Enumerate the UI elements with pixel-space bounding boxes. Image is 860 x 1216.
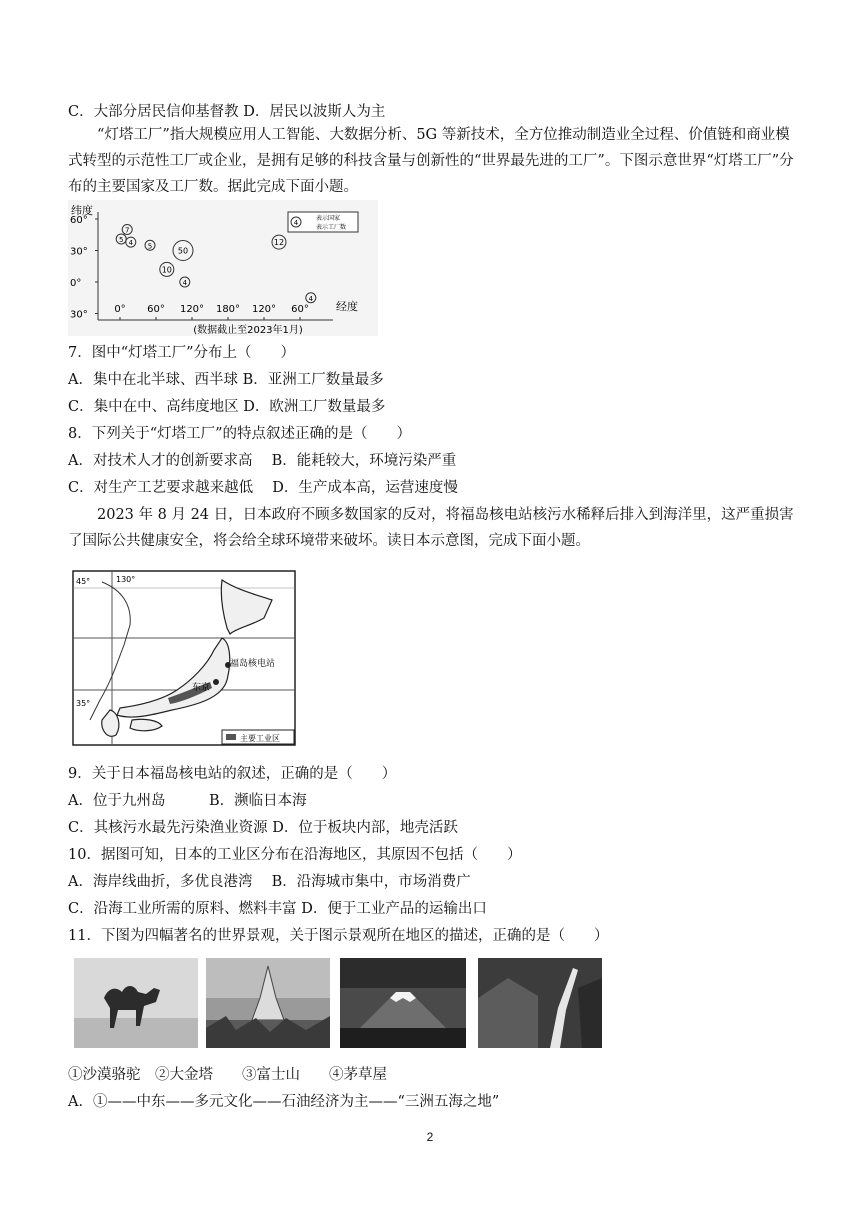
q10-stem: 10．据图可知，日本的工业区分布在沿海地区，其原因不包括（ ） xyxy=(68,847,522,863)
q8-stem: 8．下列关于“灯塔工厂”的特点叙述正确的是（ ） xyxy=(68,426,412,442)
legend-count: 表示工厂数 xyxy=(316,224,347,231)
map-lat-top: 45° xyxy=(76,577,91,586)
factory-count-label: 5 xyxy=(147,242,153,251)
factory-count-label: 7 xyxy=(124,226,130,235)
q9-options-cd: C．其核污水最先污染渔业资源 D．位于板块内部，地壳活跃 xyxy=(68,820,458,836)
chart-caption: (数据截止至2023年1月) xyxy=(193,325,303,336)
passage-lighthouse-factory: “灯塔工厂”指大规模应用人工智能、大数据分析、5G 等新技术，全方位推动制造业全过程、价值链和商业模式转型的示范性工厂或企业，是拥有足够的科技含量与创新性的“世界最先进的工厂”。下图示意世界“灯塔工厂”分布的主要国家及工厂数。据此完成下面小题。 xyxy=(68,127,794,195)
legend-sample-num: 4 xyxy=(293,219,299,227)
photo-mount-fuji xyxy=(340,958,466,1048)
chart-ylabel: 纬度 xyxy=(71,204,93,217)
factory-count-label: 4 xyxy=(308,294,314,303)
q9-options-ab: A．位于九州岛 B．濒临日本海 xyxy=(68,793,307,809)
q10-options-ab: A．海岸线曲折，多优良港湾 B．沿海城市集中，市场消费广 xyxy=(68,874,471,890)
x-tick-label: 60° xyxy=(147,304,165,315)
q11-photo-labels: ①沙漠骆驼 ②大金塔 ③富士山 ④茅草屋 xyxy=(68,1067,387,1083)
q8-options-ab: A．对技术人才的创新要求高 B．能耗较大，环境污染严重 xyxy=(68,453,457,469)
x-tick-label: 0° xyxy=(114,304,126,315)
x-tick-label: 180° xyxy=(215,304,241,315)
factory-count-label: 5 xyxy=(118,235,124,244)
q6-options-cd: C．大部分居民信仰基督教 D．居民以波斯人为主 xyxy=(68,104,386,120)
factory-count-label: 50 xyxy=(177,246,189,256)
legend-country: 表示国家 xyxy=(316,215,341,222)
y-tick-label: 30° xyxy=(70,246,88,258)
q8-options-cd: C．对生产工艺要求越来越低 D．生产成本高，运营速度慢 xyxy=(68,480,458,496)
q7-stem: 7．图中“灯塔工厂”分布上（ ） xyxy=(68,345,296,361)
map-legend-label: 主要工业区 xyxy=(240,734,280,743)
map-lat-bottom: 35° xyxy=(76,699,91,708)
factory-count-label: 4 xyxy=(182,279,188,287)
y-tick-label: 30° xyxy=(70,309,88,321)
factory-count-label: 4 xyxy=(128,239,134,248)
chart-legend xyxy=(288,212,358,232)
y-tick-label: 60° xyxy=(70,215,88,226)
photo-desert-camel xyxy=(74,958,198,1048)
page-number: 2 xyxy=(426,1130,434,1144)
factory-count-label: 10 xyxy=(161,265,172,275)
q9-stem: 9．关于日本福岛核电站的叙述，正确的是（ ） xyxy=(68,766,397,782)
x-tick-label: 120° xyxy=(179,304,205,315)
japan-map xyxy=(72,570,296,746)
x-tick-label: 60° xyxy=(291,304,309,315)
tokyo-marker xyxy=(213,679,219,685)
passage-fukushima: 2023 年 8 月 24 日，日本政府不顾多数国家的反对，将福岛核电站核污水稀释后排入到海洋里，这严重损害了国际公共健康安全，将会给全球环境带来破坏。读日本示意图，完成下面小题。 xyxy=(68,507,794,549)
x-tick-label: 120° xyxy=(251,304,277,315)
q11-stem: 11．下图为四幅著名的世界景观，关于图示景观所在地区的描述，正确的是（ ） xyxy=(68,928,609,944)
q7-options-cd: C．集中在中、高纬度地区 D．欧洲工厂数量最多 xyxy=(68,399,386,415)
photo-golden-pagoda xyxy=(206,958,330,1048)
lighthouse-factory-chart xyxy=(68,200,378,336)
q10-options-cd: C．沿海工业所需的原料、燃料丰富 D．便于工业产品的运输出口 xyxy=(68,901,487,917)
q11-option-a: A．①——中东——多元文化——石油经济为主——“三洲五海之地” xyxy=(68,1094,500,1110)
map-lon-label: 130° xyxy=(116,575,136,584)
factory-count-label: 12 xyxy=(273,238,285,248)
photo-thatched-hut xyxy=(478,958,602,1048)
q7-options-ab: A．集中在北半球、西半球 B．亚洲工厂数量最多 xyxy=(68,372,384,388)
fukushima-label: 福岛核电站 xyxy=(230,659,276,669)
tokyo-label: 东京 xyxy=(192,683,211,693)
chart-xlabel: 经度 xyxy=(336,300,358,313)
y-tick-label: 0° xyxy=(70,278,82,289)
